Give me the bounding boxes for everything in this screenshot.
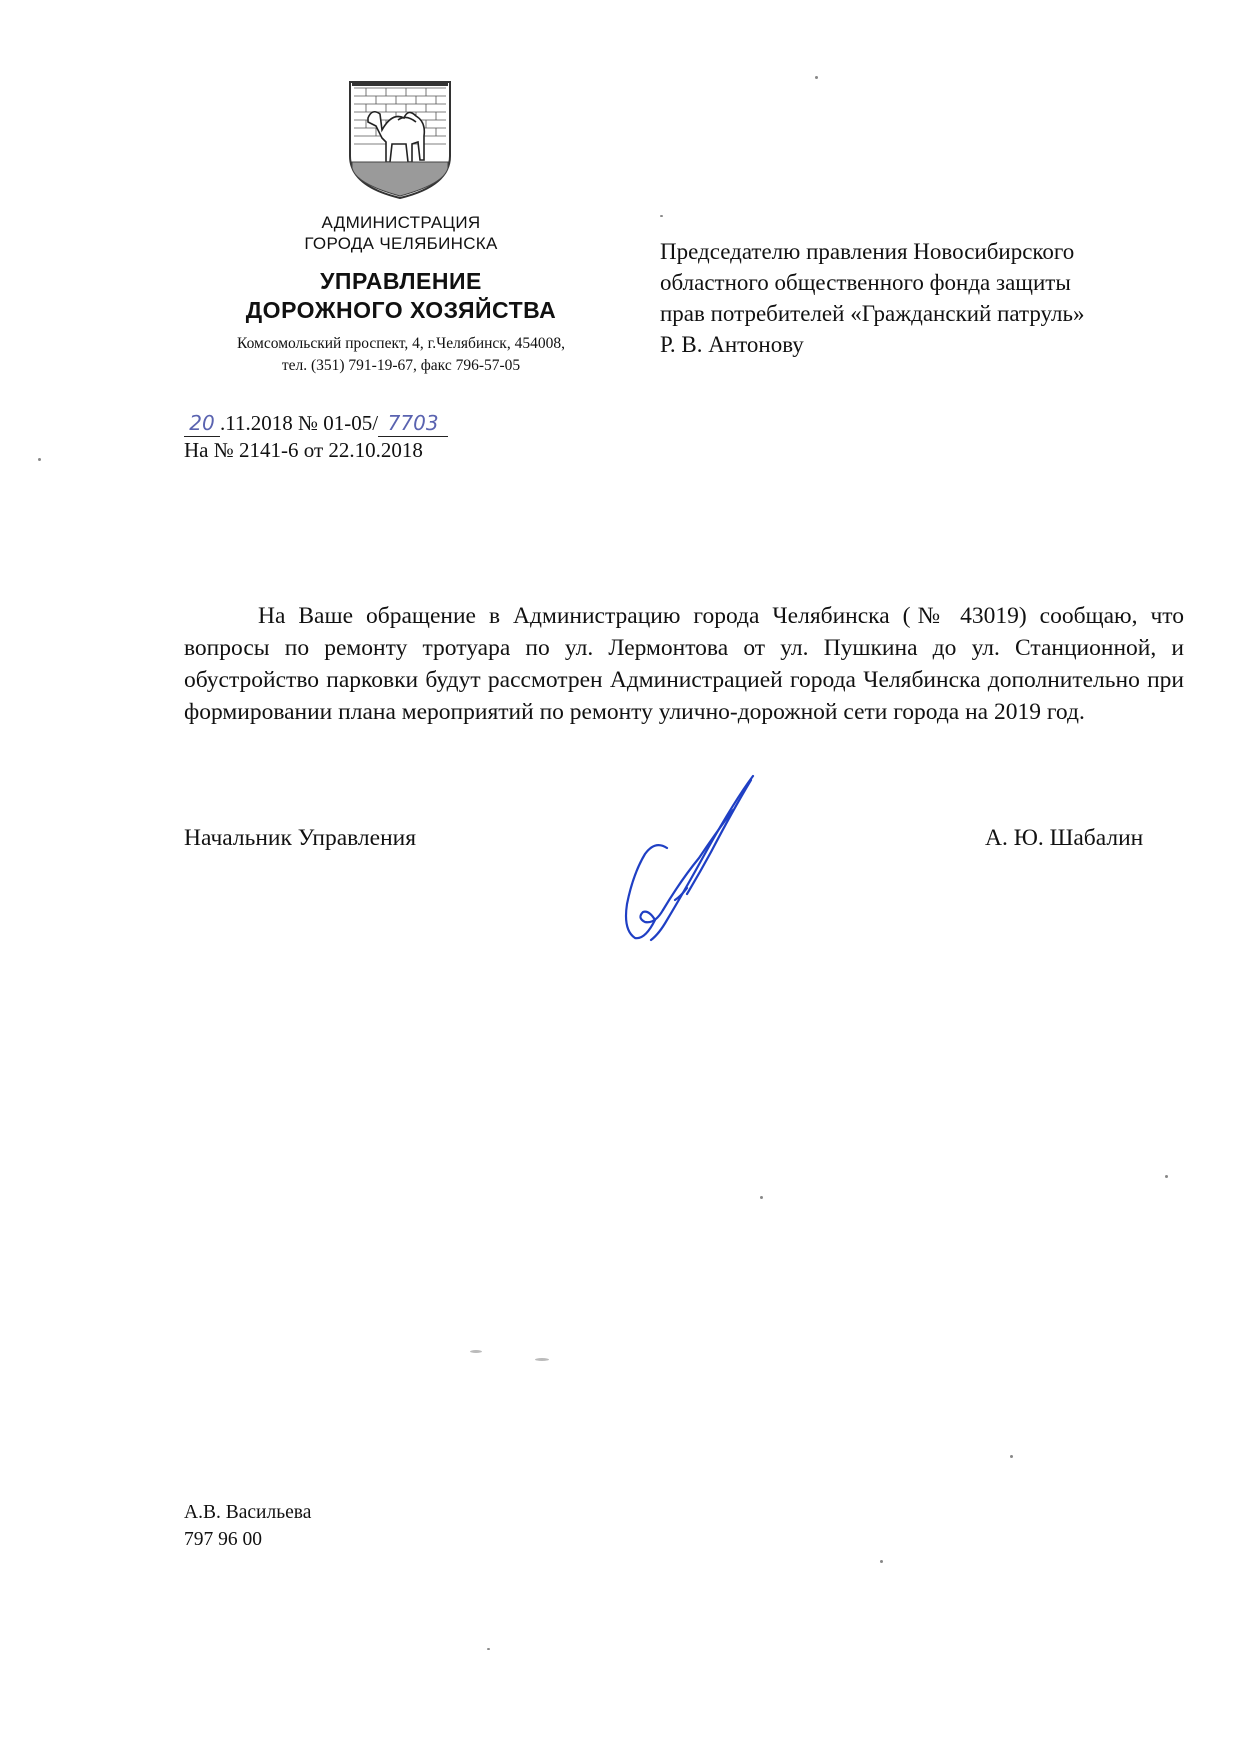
signatory-name: А. Ю. Шабалин (985, 825, 1144, 851)
org-address-line1: Комсомольский проспект, 4, г.Челябинск, 454008, (237, 335, 565, 352)
handwritten-number: 7703 (378, 410, 448, 437)
department-name-line1: УПРАВЛЕНИЕ (320, 268, 482, 294)
executor-name: А.В. Васильева (184, 1502, 312, 1523)
org-name-line1: АДМИНИСТРАЦИЯ (321, 213, 481, 232)
handwritten-day: 20 (184, 410, 220, 437)
outgoing-date-number: .11.2018 № 01-05/ (220, 411, 379, 435)
executor-phone: 797 96 00 (184, 1529, 262, 1550)
scan-speck (535, 1358, 549, 1361)
addressee-line2: областного общественного фонда защиты (660, 270, 1071, 295)
scan-speck (815, 76, 818, 79)
scan-speck (760, 1196, 763, 1199)
scan-speck (1010, 1455, 1013, 1458)
department-name-line2: ДОРОЖНОГО ХОЗЯЙСТВА (245, 297, 557, 323)
addressee-line1: Председателю правления Новосибирского (660, 239, 1075, 264)
addressee-line3: прав потребителей «Гражданский патруль» (660, 301, 1085, 326)
scan-speck (38, 458, 41, 461)
coat-of-arms-emblem (346, 78, 454, 200)
org-name-line2: ГОРОДА ЧЕЛЯБИНСКА (304, 234, 498, 253)
scan-speck (470, 1350, 482, 1353)
handwritten-signature (615, 770, 765, 950)
outgoing-number (184, 410, 448, 437)
reference-number: На № 2141-6 от 22.10.2018 (184, 438, 423, 462)
addressee-line4: Р. В. Антонову (660, 332, 804, 357)
scan-speck (487, 1648, 490, 1650)
signatory-position: Начальник Управления (184, 825, 417, 851)
scan-speck (880, 1560, 883, 1563)
org-address-line2: тел. (351) 791-19-67, факс 796-57-05 (281, 357, 521, 374)
scan-speck (1165, 1175, 1168, 1178)
scan-speck (660, 215, 663, 217)
letter-body: На Ваше обращение в Администрацию города Челябинска (№ 43019) сообщаю, что вопросы по ремонту тротуара по ул. Лермонтова от ул. Пушкина до ул. Станционной, и обустройство парковки будут рассмотрен Администрацией города Челябинска дополнительно при формировании плана мероприятий по ремонту улично-дорожной сети города на 2019 год. (184, 603, 1184, 725)
